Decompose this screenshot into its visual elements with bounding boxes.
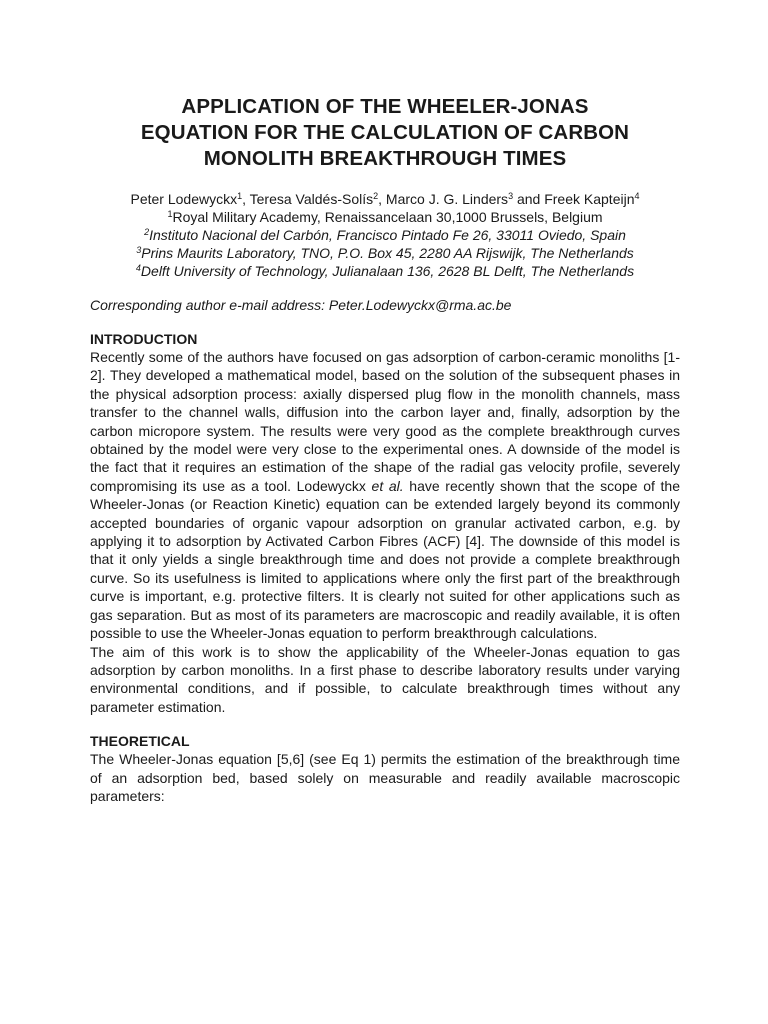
affiliation-text: Delft University of Technology, Julianalaan 136, 2628 BL Delft, The Netherlands — [140, 263, 635, 279]
affiliation-sup: 3 — [136, 245, 142, 255]
title-line-3: MONOLITH BREAKTHROUGH TIMES — [203, 147, 567, 170]
author-name: and Freek Kapteijn — [513, 191, 635, 207]
author-name: , Teresa Valdés-Solís — [242, 191, 374, 207]
author-sup: 1 — [237, 191, 243, 201]
author-list — [90, 190, 680, 208]
affiliation-text: Royal Military Academy, Renaissancelaan 30,1000 Brussels, Belgium — [172, 209, 603, 225]
author-sup: 3 — [508, 191, 514, 201]
affiliation-sup: 1 — [167, 209, 173, 219]
theoretical-heading: THEORETICAL — [90, 733, 190, 750]
introduction-heading: INTRODUCTION — [90, 331, 198, 347]
affiliation-4 — [90, 262, 680, 280]
affiliation-2 — [90, 226, 680, 244]
intro-et-al: et al. — [371, 477, 404, 494]
author-name: , Marco J. G. Linders — [378, 191, 509, 207]
affiliation-sup: 4 — [135, 263, 141, 273]
title-line-1: APPLICATION OF THE WHEELER-JONAS — [181, 95, 589, 118]
theoretical-paragraph-1: The Wheeler-Jonas equation [5,6] (see Eq 1) permits the estimation of the breakthrough time of an adsorption bed, based solely on measurable and readily available macroscopic parameters: — [90, 751, 680, 804]
author-name: Peter Lodewyckx — [130, 191, 238, 207]
introduction-paragraph-1 — [90, 348, 680, 643]
introduction-paragraph-2: The aim of this work is to show the applicability of the Wheeler-Jonas equation to gas adsorption by carbon monoliths. In a first phase to describe laboratory results under varying environmental conditions, and if possible, to calculate breakthrough times without any parameter estimation. — [90, 643, 680, 715]
intro-text: Recently some of the authors have focused on gas adsorption of carbon-ceramic monoliths [1-2]. They developed a mathematical model, based on the solution of the subsequent phases in the physical adsorption process: axially dispersed plug flow in the monolith channels, mass transfer to the channel walls, diffusion into the carbon layer and, finally, adsorption by the carbon micropore system. The results were very good as the complete breakthrough curves obtained by the model were very close to the experimental ones. A downside of the model is the fact that it requires an estimation of the shape of the radial gas velocity profile, severely compromising its use as a tool. Lodewyckx — [90, 349, 680, 494]
affiliation-text: Prins Maurits Laboratory, TNO, P.O. Box 45, 2280 AA Rijswijk, The Netherlands — [141, 245, 634, 261]
affiliation-sup: 2 — [144, 227, 150, 237]
affiliation-text: Instituto Nacional del Carbón, Francisco Pintado Fe 26, 33011 Oviedo, Spain — [149, 227, 626, 243]
intro-text: have recently shown that the scope of the Wheeler-Jonas (or Reaction Kinetic) equation can be extended largely beyond its commonly accepted boundaries of organic vapour adsorption on granular activated carbon, e.g. by applying it to adsorption by Activated Carbon Fibres (ACF) [4]. The downside of this model is that it only yields a single breakthrough time and does not provide a complete breakthrough curve. So its usefulness is limited to applications where only the first part of the breakthrough curve is important, e.g. protective filters. It is clearly not suited for other applications such as gas separation. But as most of its parameters are macroscopic and readily available, it is often possible to use the Wheeler-Jonas equation to perform breakthrough calculations. — [90, 477, 680, 642]
corresponding-author: Corresponding author e-mail address: Peter.Lodewyckx@rma.ac.be — [90, 297, 512, 313]
affiliation-3 — [90, 244, 680, 262]
affiliation-1 — [90, 208, 680, 226]
author-block — [90, 190, 680, 280]
paper-title — [90, 94, 680, 172]
title-line-2: EQUATION FOR THE CALCULATION OF CARBON — [140, 121, 630, 144]
author-sup: 2 — [373, 191, 379, 201]
author-sup: 4 — [634, 191, 640, 201]
